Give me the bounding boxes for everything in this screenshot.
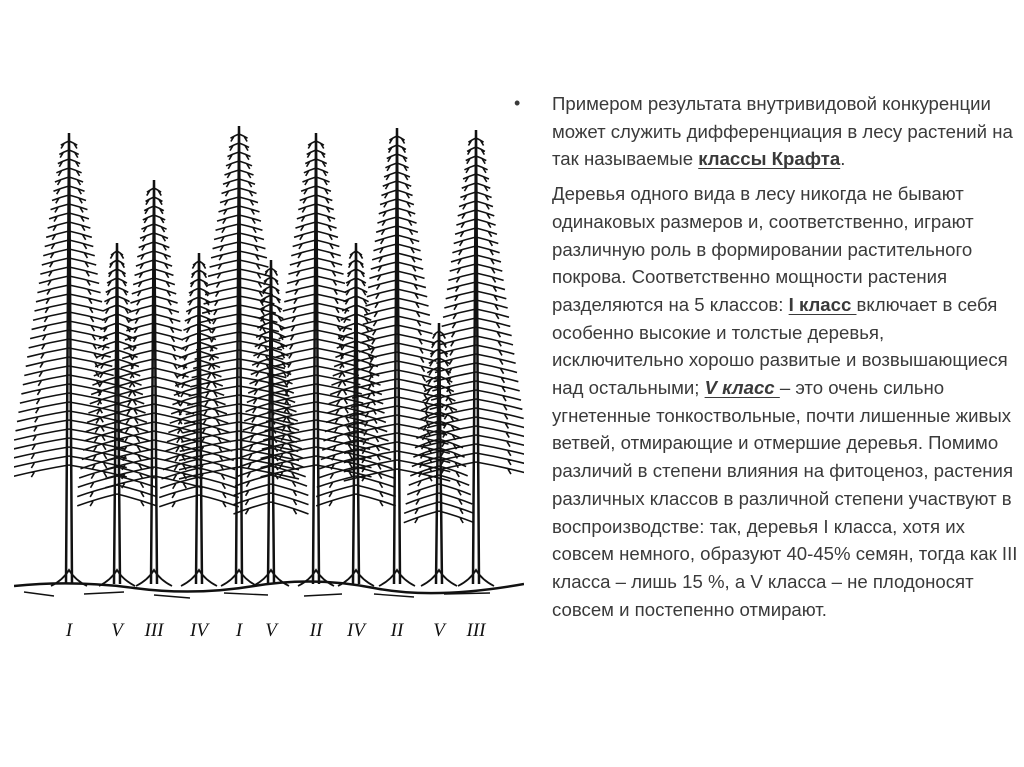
kraft-classes-illustration	[14, 118, 524, 648]
tree-trunk	[313, 133, 319, 584]
tree-trunk	[66, 133, 72, 584]
tree-roots	[421, 570, 457, 586]
paragraph-details	[514, 180, 1019, 623]
trees-drawing	[14, 118, 524, 648]
tree-trunk	[236, 126, 242, 584]
class-label: V	[265, 620, 277, 641]
tree-roots	[458, 570, 494, 586]
tree-trunk	[473, 130, 479, 584]
class-label: III	[466, 620, 486, 641]
intro-text: Примером результата внутривидовой конкуренции может служить дифференциация в лесу растений на так называемые	[552, 93, 1013, 170]
tree-roots	[181, 570, 217, 586]
tree-roots	[136, 570, 172, 586]
ground-line	[14, 581, 524, 593]
trees-group	[14, 126, 524, 586]
class-five-description: – это очень сильно угнетенные тонкоствольные, почти лишенные живых ветвей, отмирающие и отмершие деревья. Помимо различий в степени влияния на фитоценоз, растения различных классов в различной степени участвуют в воспроизводстве: так, деревья I класса, хотя их совсем немного, образуют 40-45% семян, тогда как III класса – лишь 15 %, а V класса – не плодоносят совсем и постепенно отмирают.	[552, 377, 1018, 620]
class-label: IV	[190, 620, 208, 641]
class-one-term: I класс	[788, 293, 857, 315]
class-labels	[65, 620, 487, 641]
tree-roots	[298, 570, 334, 586]
class-label: V	[111, 620, 123, 641]
class-label: IV	[347, 620, 365, 641]
class-label: II	[309, 620, 323, 641]
tree-trunk	[196, 253, 202, 584]
kraft-classes-term: классы Крафта	[698, 148, 841, 170]
tree	[14, 133, 127, 586]
tree-trunk	[394, 128, 400, 584]
paragraph-intro	[514, 90, 1019, 173]
tree	[344, 128, 451, 586]
bullet-icon: •	[514, 93, 521, 113]
class-five-term: V класс	[704, 377, 780, 399]
description-text	[514, 90, 1019, 630]
tree	[159, 253, 239, 586]
class-one-description: включает в себя особенно высокие и толстые деревья, исключительно хорошо развитые и возвышающиеся над остальными;	[552, 293, 1008, 399]
class-label: I	[235, 620, 243, 641]
intro-end: .	[840, 148, 846, 170]
tree-roots	[379, 570, 415, 586]
tree-roots	[99, 570, 135, 586]
class-label: I	[65, 620, 73, 641]
tree-trunk	[151, 180, 157, 584]
class-label: V	[433, 620, 445, 641]
details-text: Деревья одного вида в лесу никогда не бывают одинаковых размеров и, соответственно, играют различную роль в формировании растительного покрова. Соответственно мощности растения разделяются на 5 классов:	[552, 183, 974, 315]
tree-roots	[221, 570, 257, 586]
class-label: II	[390, 620, 404, 641]
class-label: III	[144, 620, 164, 641]
